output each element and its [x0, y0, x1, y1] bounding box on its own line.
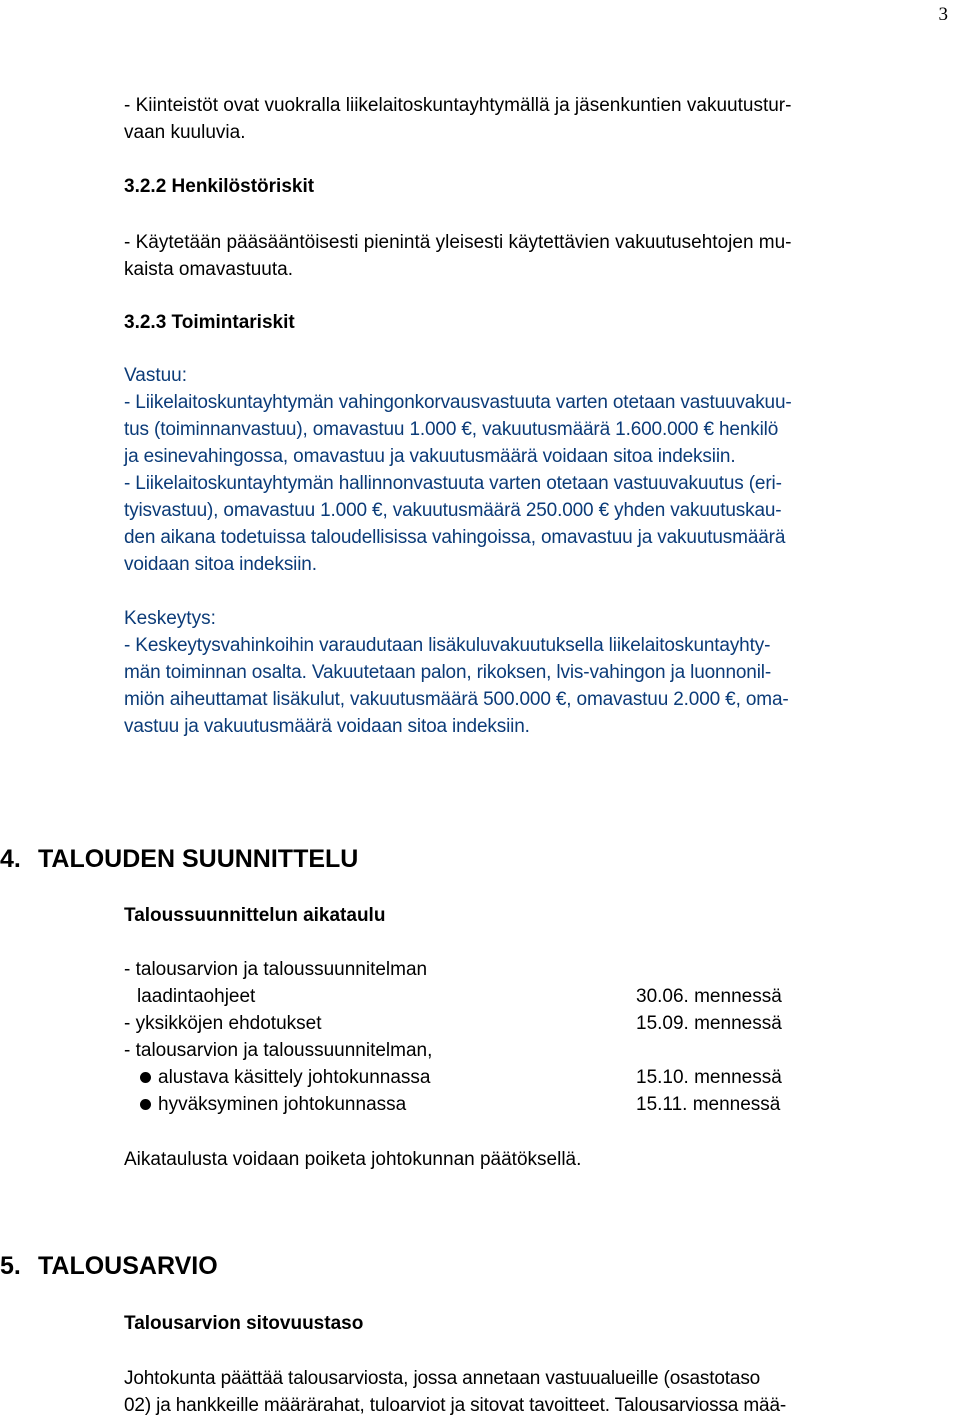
section-4-title: TALOUDEN SUUNNITTELU	[38, 845, 359, 873]
section-5-subheading: Talousarvion sitovuustaso	[124, 1313, 364, 1334]
schedule-row	[124, 983, 844, 1010]
section-4-number: 4.	[0, 845, 21, 873]
section-3-2-2-line-1: - Käytetään pääsääntöisesti pienintä yleisesti käytettävien vakuutusehtojen mu-	[124, 232, 792, 253]
schedule-date: 15.10. mennessä	[636, 1067, 782, 1088]
keskeytys-line-4: vastuu ja vakuutusmäärä voidaan sitoa indeksiin.	[124, 716, 530, 737]
keskeytys-label: Keskeytys:	[124, 608, 216, 629]
vastuu-line-7: voidaan sitoa indeksiin.	[124, 554, 317, 575]
schedule-date: 15.11. mennessä	[636, 1094, 781, 1115]
schedule-label: laadintaohjeet	[137, 986, 256, 1007]
section-3-2-2-heading: 3.2.2 Henkilöstöriskit	[124, 176, 315, 197]
keskeytys-line-2: män toiminnan osalta. Vakuutetaan palon, rikoksen, lvis-vahingon ja luonnonil-	[124, 662, 772, 683]
schedule-row	[124, 1091, 844, 1118]
section-5-line-2: 02) ja hankkeille määrärahat, tuloarviot ja sitovat tavoitteet. Talousarviossa mää-	[124, 1395, 787, 1416]
schedule-label: hyväksyminen johtokunnassa	[158, 1094, 407, 1115]
schedule-label: alustava käsittely johtokunnassa	[158, 1067, 431, 1088]
bullet-icon	[140, 1072, 151, 1083]
schedule-label: - yksikköjen ehdotukset	[124, 1013, 322, 1034]
page-number: 3	[938, 4, 948, 25]
schedule-date: 15.09. mennessä	[636, 1013, 782, 1034]
vastuu-line-3: ja esinevahingossa, omavastuu ja vakuutusmäärä voidaan sitoa indeksiin.	[124, 446, 736, 467]
vastuu-line-2: tus (toiminnanvastuu), omavastuu 1.000 €, vakuutusmäärä 1.600.000 € henkilö	[124, 419, 779, 440]
intro-line-1: - Kiinteistöt ovat vuokralla liikelaitoskuntayhtymällä ja jäsenkuntien vakuutustur-	[124, 95, 792, 116]
schedule-row	[124, 1010, 844, 1037]
vastuu-line-4: - Liikelaitoskuntayhtymän hallinnonvastuuta varten otetaan vastuuvakuutus (eri-	[124, 473, 782, 494]
keskeytys-line-3: miön aiheuttamat lisäkulut, vakuutusmäärä 500.000 €, omavastuu 2.000 €, oma-	[124, 689, 789, 710]
schedule-row	[124, 956, 844, 983]
keskeytys-line-1: - Keskeytysvahinkoihin varaudutaan lisäkuluvakuutuksella liikelaitoskuntayhty-	[124, 635, 771, 656]
intro-line-2: vaan kuuluvia.	[124, 122, 246, 143]
schedule-label: - talousarvion ja taloussuunnitelman,	[124, 1040, 433, 1061]
schedule-row	[124, 1064, 844, 1091]
section-5-number: 5.	[0, 1252, 21, 1280]
section-3-2-3-heading: 3.2.3 Toimintariskit	[124, 312, 295, 333]
vastuu-line-1: - Liikelaitoskuntayhtymän vahingonkorvausvastuuta varten otetaan vastuuvakuu-	[124, 392, 792, 413]
schedule-date: 30.06. mennessä	[636, 986, 782, 1007]
section-3-2-2-line-2: kaista omavastuuta.	[124, 259, 293, 280]
section-5-title: TALOUSARVIO	[38, 1252, 218, 1280]
vastuu-line-6: den aikana todetuissa taloudellisissa vahingoissa, omavastuu ja vakuutusmäärä	[124, 527, 786, 548]
section-4-subheading: Taloussuunnittelun aikataulu	[124, 905, 386, 926]
section-5-line-1: Johtokunta päättää talousarviosta, jossa annetaan vastuualueille (osastotaso	[124, 1368, 761, 1389]
schedule-label: - talousarvion ja taloussuunnitelman	[124, 959, 428, 980]
vastuu-line-5: tyisvastuu), omavastuu 1.000 €, vakuutusmäärä 250.000 € yhden vakuutuskau-	[124, 500, 782, 521]
schedule-row	[124, 1037, 844, 1064]
vastuu-label: Vastuu:	[124, 365, 188, 386]
bullet-icon	[140, 1099, 151, 1110]
schedule-note: Aikataulusta voidaan poiketa johtokunnan päätöksellä.	[124, 1149, 582, 1170]
